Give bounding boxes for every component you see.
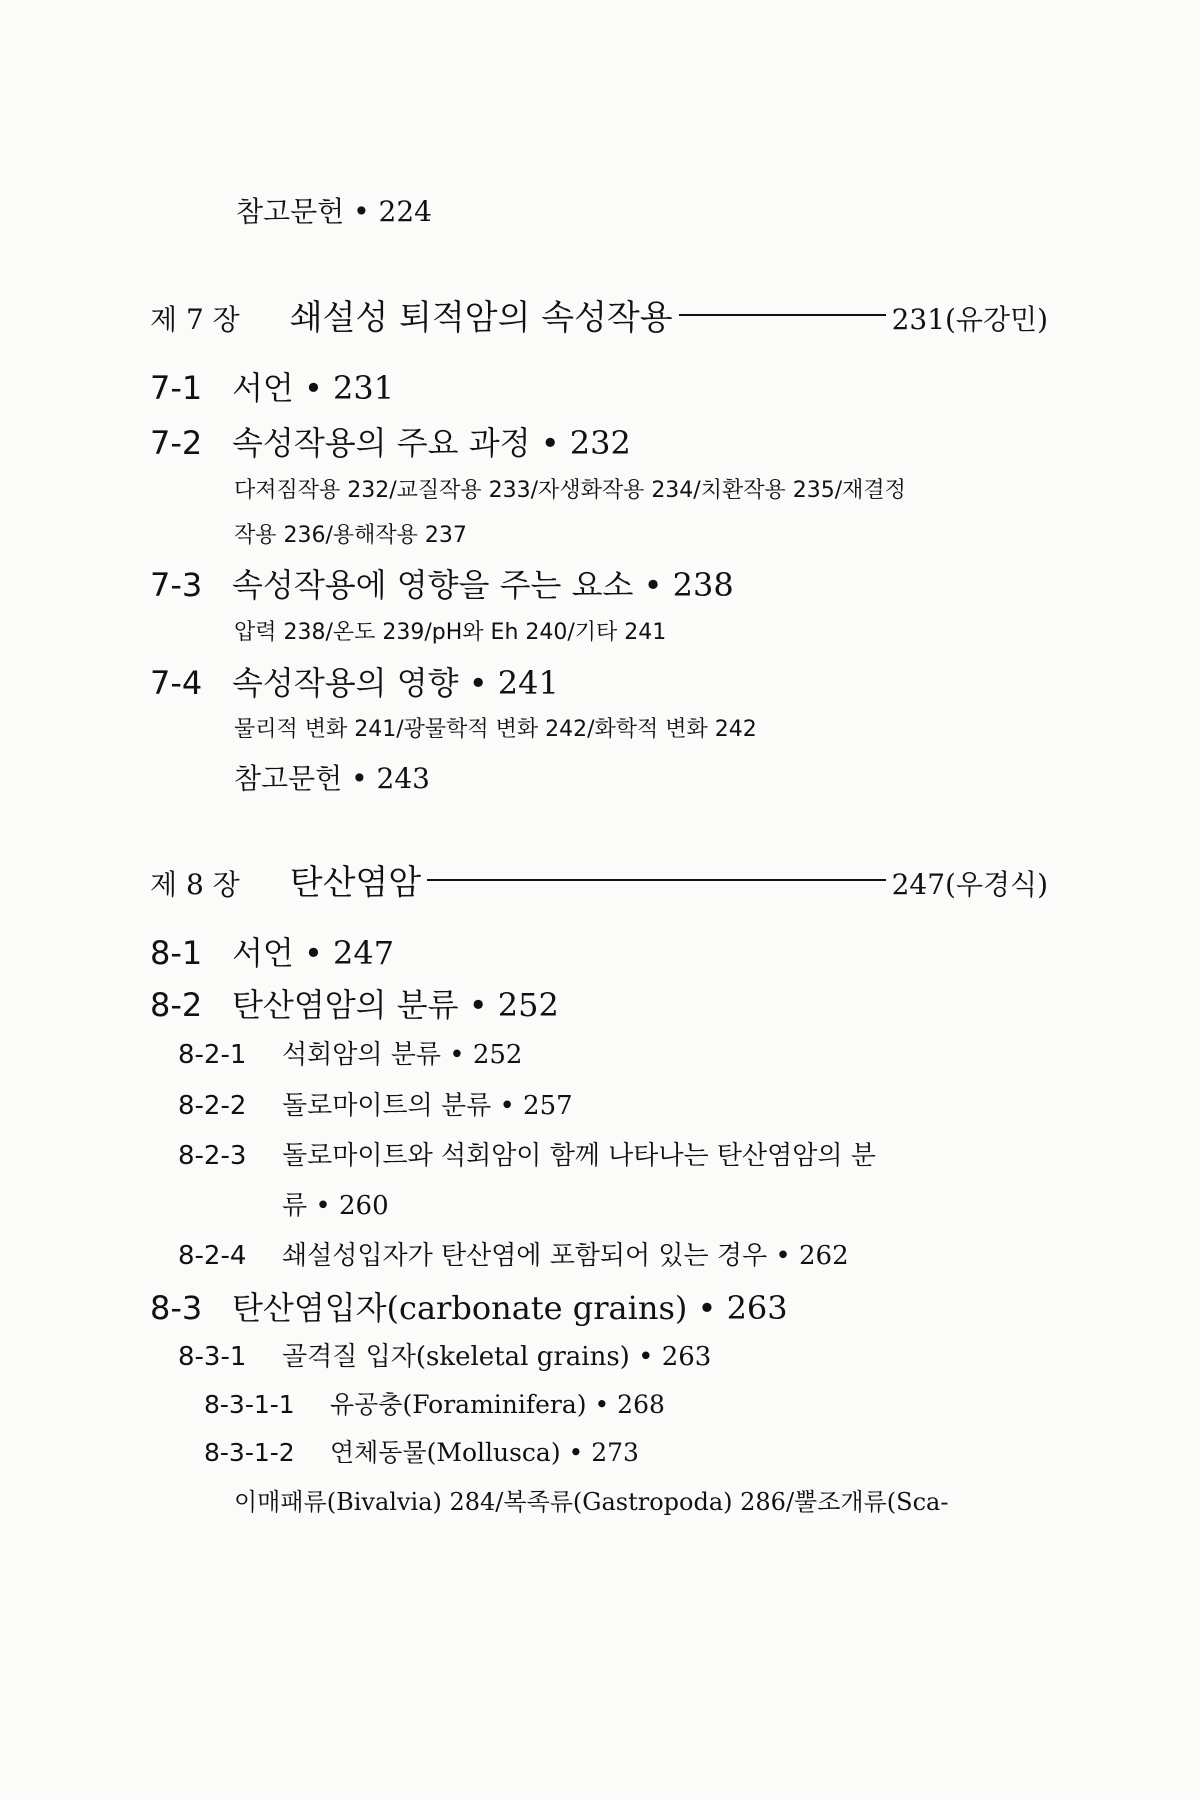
section-7-2 xyxy=(150,418,631,464)
section-number: 7-2 xyxy=(150,424,203,462)
section-title: 연체동물(Mollusca) • 273 xyxy=(330,1438,639,1467)
section-title: 돌로마이트의 분류 • 257 xyxy=(282,1091,573,1121)
chapter-7-heading xyxy=(150,290,1048,339)
section-title: 속성작용의 영향 • 241 xyxy=(232,664,559,702)
section-number: 8-1 xyxy=(150,934,203,972)
chapter-page: 247(우경식) xyxy=(891,868,1048,901)
section-body: 물리적 변화 241/광물학적 변화 242/화학적 변화 242 xyxy=(234,717,757,742)
section-title: 유공충(Foraminifera) • 268 xyxy=(330,1390,665,1419)
section-title: 석회암의 분류 • 252 xyxy=(282,1040,523,1070)
section-number: 8-2 xyxy=(150,986,203,1024)
section-8-1 xyxy=(150,928,394,974)
section-number: 8-3-1-2 xyxy=(204,1438,295,1467)
chapter-title: 쇄설성 퇴적암의 속성작용 xyxy=(289,298,673,338)
section-8-3 xyxy=(150,1283,788,1329)
section-title: 탄산염입자(carbonate grains) • 263 xyxy=(232,1289,788,1327)
section-8-2 xyxy=(150,980,559,1026)
section-number: 8-2-1 xyxy=(178,1040,247,1070)
chapter-label: 제 7 장 xyxy=(150,303,240,336)
subsection-continuation: 류 • 260 xyxy=(282,1191,389,1221)
section-number: 7-3 xyxy=(150,566,203,604)
leader-rule xyxy=(427,879,885,881)
section-title: 돌로마이트와 석회암이 함께 나타나는 탄산염암의 분 xyxy=(282,1141,876,1171)
section-number: 7-1 xyxy=(150,369,203,407)
references-entry: 참고문헌 • 224 xyxy=(236,195,432,228)
section-number: 8-3-1-1 xyxy=(204,1390,295,1419)
section-title: 탄산염암의 분류 • 252 xyxy=(232,986,559,1024)
section-title: 속성작용의 주요 과정 • 232 xyxy=(232,424,631,462)
section-body: 다져짐작용 232/교질작용 233/자생화작용 234/치환작용 235/재결정 xyxy=(234,478,906,503)
section-body: 작용 236/용해작용 237 xyxy=(234,523,467,548)
section-7-1 xyxy=(150,363,394,409)
section-number: 8-2-4 xyxy=(178,1241,247,1271)
section-body: 압력 238/온도 239/pH와 Eh 240/기타 241 xyxy=(234,620,667,645)
section-number: 8-3 xyxy=(150,1289,203,1327)
subsection-8-2-4 xyxy=(178,1235,849,1272)
section-title: 쇄설성입자가 탄산염에 포함되어 있는 경우 • 262 xyxy=(282,1241,849,1271)
chapter-page: 231(유강민) xyxy=(891,303,1048,336)
section-7-4 xyxy=(150,658,559,704)
leader-rule xyxy=(679,314,886,316)
subsection-8-2-1 xyxy=(178,1034,522,1071)
section-number: 7-4 xyxy=(150,664,203,702)
chapter-label: 제 8 장 xyxy=(150,868,240,901)
section-title: 골격질 입자(skeletal grains) • 263 xyxy=(282,1342,712,1372)
subsection-8-2-3 xyxy=(178,1135,876,1172)
section-number: 8-2-2 xyxy=(178,1091,247,1121)
section-body: 이매패류(Bivalvia) 284/복족류(Gastropoda) 286/뿔조개류(Sca- xyxy=(234,1488,949,1516)
chapter-8-heading xyxy=(150,855,1048,904)
section-number: 8-3-1 xyxy=(178,1342,247,1372)
references-entry: 참고문헌 • 243 xyxy=(234,762,430,795)
section-number: 8-2-3 xyxy=(178,1141,247,1171)
section-title: 속성작용에 영향을 주는 요소 • 238 xyxy=(232,566,734,604)
subsection-8-2-2 xyxy=(178,1085,573,1122)
subsection-8-3-1 xyxy=(178,1336,711,1373)
subsection-8-3-1-2 xyxy=(204,1433,639,1469)
section-title: 서언 • 231 xyxy=(232,369,395,407)
chapter-title: 탄산염암 xyxy=(289,863,422,903)
section-7-3 xyxy=(150,560,734,606)
subsection-8-3-1-1 xyxy=(204,1385,665,1421)
section-title: 서언 • 247 xyxy=(232,934,395,972)
